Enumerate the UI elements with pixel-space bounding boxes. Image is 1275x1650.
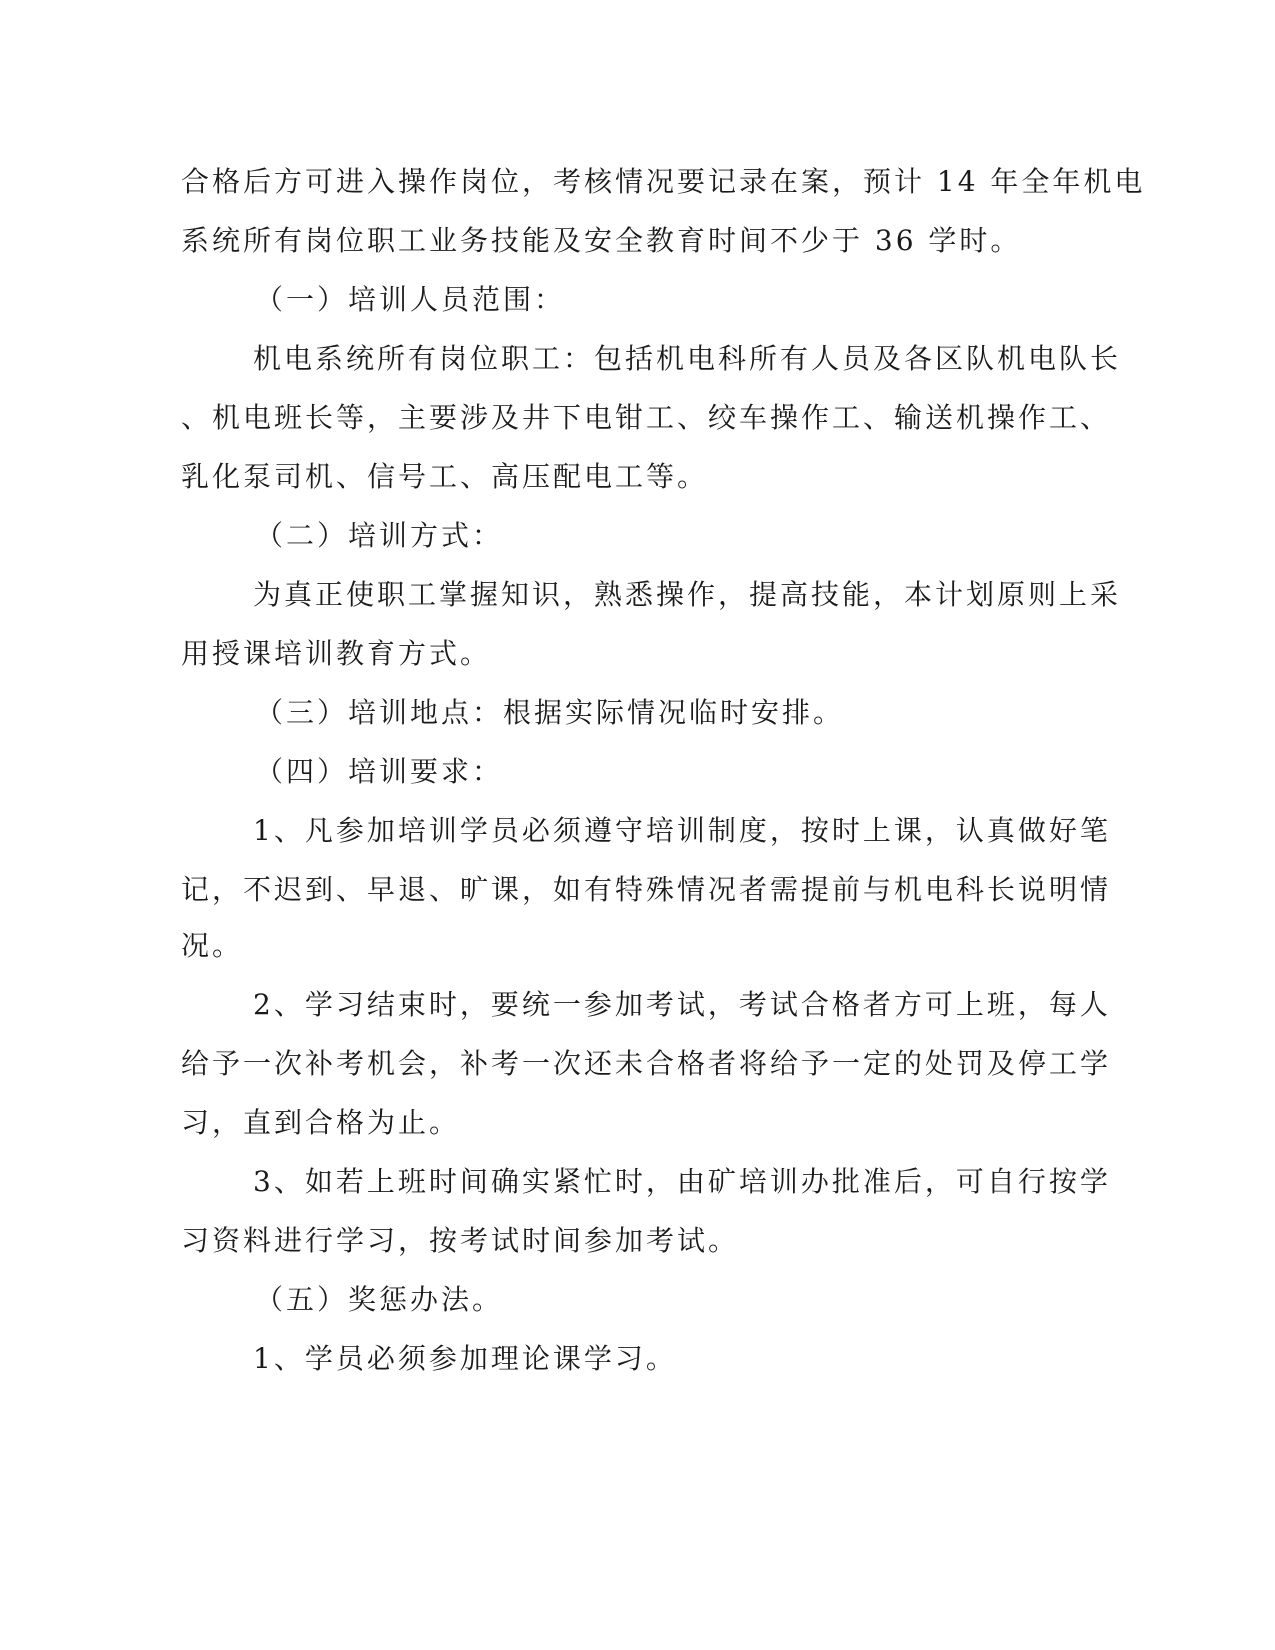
text-line: 机电系统所有岗位职工：包括机电科所有人员及各区队机电队长 xyxy=(253,342,1122,375)
section-heading: （一）培训人员范围： xyxy=(255,283,566,316)
section-heading: （四）培训要求： xyxy=(255,755,504,788)
text-line: 习，直到合格为止。 xyxy=(181,1106,461,1139)
section-heading: （三）培训地点：根据实际情况临时安排。 xyxy=(255,696,845,729)
text-line: 给予一次补考机会，补考一次还未合格者将给予一定的处罚及停工学 xyxy=(181,1047,1112,1080)
text-line: 用授课培训教育方式。 xyxy=(181,637,492,670)
text-line: 系统所有岗位职工业务技能及安全教育时间不少于 36 学时。 xyxy=(181,224,1022,257)
text-line: 1、凡参加培训学员必须遵守培训制度，按时上课，认真做好笔 xyxy=(253,814,1111,847)
text-line: 合格后方可进入操作岗位，考核情况要记录在案，预计 14 年全年机电 xyxy=(181,165,1146,198)
text-line: 2、学习结束时，要统一参加考试，考试合格者方可上班，每人 xyxy=(253,988,1111,1021)
section-heading: （二）培训方式： xyxy=(255,519,504,552)
text-line: 习资料进行学习，按考试时间参加考试。 xyxy=(181,1224,740,1257)
text-line: 3、如若上班时间确实紧忙时，由矿培训办批准后，可自行按学 xyxy=(253,1165,1111,1198)
text-line: 况。 xyxy=(181,929,244,962)
text-line: 为真正使职工掌握知识，熟悉操作，提高技能，本计划原则上采 xyxy=(253,578,1122,611)
text-line: 1、学员必须参加理论课学习。 xyxy=(253,1342,677,1375)
text-line: 乳化泵司机、信号工、高压配电工等。 xyxy=(181,460,709,493)
text-line: 、机电班长等，主要涉及井下电钳工、绞车操作工、输送机操作工、 xyxy=(181,401,1112,434)
text-line: 记，不迟到、早退、旷课，如有特殊情况者需提前与机电科长说明情 xyxy=(181,873,1112,906)
section-heading: （五）奖惩办法。 xyxy=(255,1283,504,1316)
